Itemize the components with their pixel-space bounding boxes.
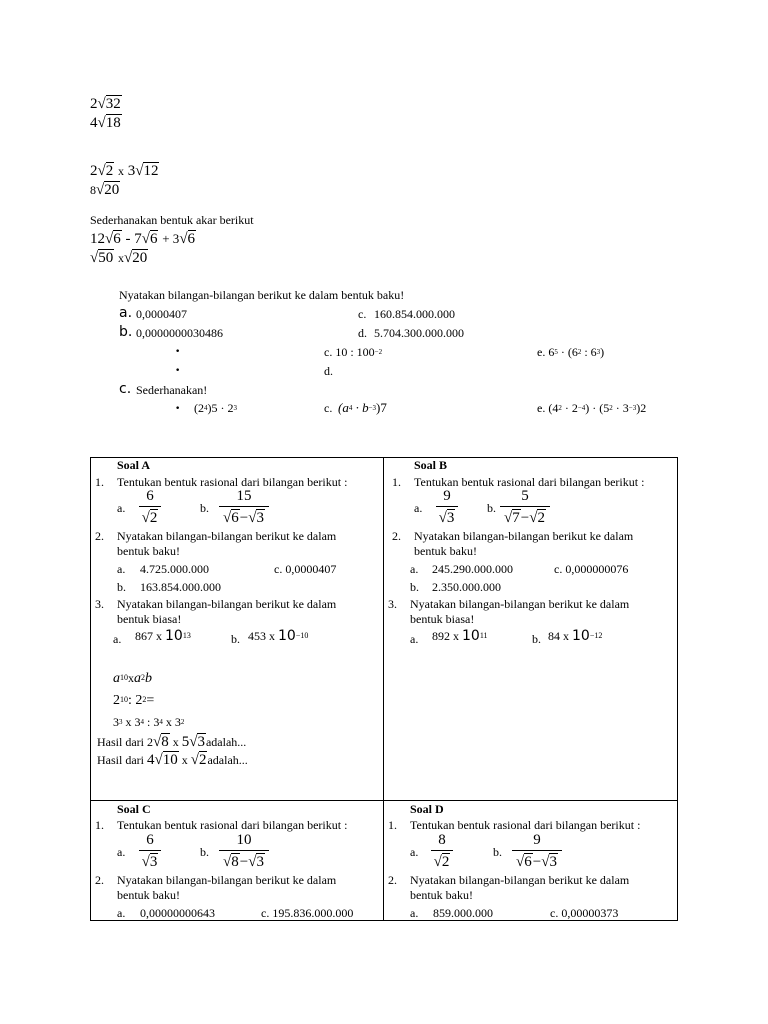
radicand: 6 [113,231,121,247]
numerator: 15 [236,488,252,504]
table-row-divider [90,800,678,801]
soal-a-extra-a10-a2b [113,672,152,686]
denominator [139,853,161,870]
sederhanakan-text: Sederhanakan! [136,383,208,397]
baku-c-value: 160.854.000.000 [374,307,455,321]
radicand: 12 [143,163,159,179]
soal-a-q2-number: 2. [95,529,104,543]
soal-a-q3b-expr [248,629,308,643]
exponent: 13 [182,631,191,640]
soal-c-q2a-label: a. [117,906,126,920]
numerator: 10 [236,832,252,848]
soal-d-q1-text: Tentukan bentuk rasional dari bilangan berikut : [410,818,641,832]
soal-d-q2-line2: bentuk baku! [410,888,473,902]
coef: 8 [90,183,96,197]
exponent: 2 [142,695,147,704]
soal-d-q1-number: 1. [388,818,397,832]
exponent: −3 [368,404,377,412]
operator: + 3 [162,231,180,246]
soal-a-q2b-label: b. [117,580,126,594]
denominator [219,853,269,870]
soal-b-q2-line2: bentuk baku! [414,544,477,558]
coef: 4 [147,752,155,768]
soal-a-q1-number: 1. [95,475,104,489]
root-sign: √ [189,734,198,750]
exponent: 4 [348,404,353,412]
soal-b-q3-number: 3. [388,597,397,611]
fraction-bar [436,506,458,507]
root-sign: √ [154,752,163,768]
exponent: 4 [159,718,163,726]
text: Hasil dari [97,753,144,767]
text: adalah... [205,735,247,749]
soal-a-q3a-label: a. [113,632,122,646]
soal-b-q3-line1: Nyatakan bilangan-bilangan berikut ke dalam [410,597,630,611]
soal-c-fraction-a [139,833,161,870]
base: 10 [165,628,183,644]
numerator: 6 [146,488,154,504]
soal-a-fraction-b [219,489,269,526]
fraction-bar [219,506,269,507]
soal-c-q1a-label: a. [117,845,126,859]
soal-a-q2-line2: bentuk baku! [117,544,180,558]
soal-a-q2-line1: Nyatakan bilangan-bilangan berikut ke dalam [117,529,337,543]
denominator [139,509,161,526]
soal-a-q1a-label: a. [117,501,126,515]
soal-a-hasil-1 [97,733,246,750]
soal-a-hasil-2 [97,751,248,768]
operator: - 7 [125,231,142,247]
denominator [436,509,458,526]
fraction-bar [139,850,161,851]
root-sign: √ [105,231,114,247]
soal-a-q2c-value: c. 0,0000407 [274,562,337,576]
radicand: 2 [149,510,158,526]
radicand: 2 [537,510,545,526]
radicand: 6 [231,510,239,526]
baku-d-label: d. [358,326,367,340]
text: 84 x [548,629,569,643]
soal-c-q1-number: 1. [95,818,104,832]
radicand: 8 [161,734,169,750]
denominator [512,853,562,870]
soal-b-q2b-value: 2.350.000.000 [432,580,501,594]
numerator: 9 [533,832,541,848]
exponent: 2 [141,673,145,682]
row6-c-label: c. [324,401,333,415]
soal-d-q2-number: 2. [388,873,397,887]
radicand: 2 [105,163,114,179]
soal-b-q2a-label: a. [410,562,419,576]
root-sign: √ [141,231,150,247]
numerator: 9 [443,488,451,504]
coef: 2 [90,96,98,112]
soal-a-q2a-label: a. [117,562,126,576]
soal-a-fraction-a [139,489,161,526]
expr-12sqrt6-7sqrt6-3sqrt6 [90,230,196,247]
fraction-bar [512,850,562,851]
denominator [431,853,453,870]
root-sign: √ [153,734,162,750]
soal-b-title: Soal B [414,458,448,472]
soal-b-q2c-value: c. 0,000000076 [554,562,629,576]
baku-row3-c [324,346,382,358]
coef: 2 [90,163,98,179]
root-sign: √ [433,854,442,870]
expr-8-sqrt-20 [90,181,120,198]
instruction-simplify: Sederhanakan bentuk akar berikut [90,213,254,227]
root-sign: √ [541,854,550,870]
base: 3 [113,715,119,729]
root-sign: √ [438,510,447,526]
soal-c-q2a-value: 0,00000000643 [140,906,215,920]
soal-b-q1b-label: b. [487,501,496,515]
fraction-bar [431,850,453,851]
fraction-bar [139,506,161,507]
text: 892 x [432,629,459,643]
exponent: 10 [120,695,128,704]
text: (2 [194,401,204,415]
exponent: −12 [589,631,603,640]
soal-d-q1a-label: a. [410,845,419,859]
baku-a-label: a. [119,305,133,321]
text: ) [600,345,605,359]
root-sign: √ [504,510,513,526]
radicand: 20 [104,182,120,198]
baku-row3-e [537,346,604,358]
soal-a-q1b-label: b. [200,501,209,515]
coef: 3 [127,163,136,179]
radicand: 6 [149,231,158,247]
exponent: 2 [609,404,613,412]
root-sign: √ [248,854,257,870]
minus: − [520,510,530,526]
text: e. 6 [537,345,555,359]
radicand: 8 [231,854,239,870]
text: Hasil dari 2 [97,735,153,749]
soal-b-q2a-value: 245.290.000.000 [432,562,513,576]
exponent: 3 [233,404,237,412]
soal-b-q3-line2: bentuk biasa! [410,612,475,626]
soal-a-q2a-value: 4.725.000.000 [140,562,209,576]
radicand: 18 [105,115,121,131]
soal-d-q1b-label: b. [493,845,502,859]
soal-d-fraction-b [512,833,562,870]
radicand: 10 [162,752,178,768]
coef: 5 [181,734,190,750]
table-col-divider [383,457,384,921]
root-sign: √ [141,854,150,870]
numerator: 5 [521,488,529,504]
root-sign: √ [223,854,232,870]
soal-a-extra-2pow [113,694,154,708]
minus: − [532,854,542,870]
text: )2 [636,401,647,415]
var: a [113,671,120,686]
sederhanakan-label: c. [119,381,132,397]
baku-c-label: c. [358,307,367,321]
root-sign: √ [190,752,199,768]
radicand: 20 [132,250,148,266]
soal-b-fraction-a [436,489,458,526]
soal-b-q1a-label: a. [414,501,423,515]
base: 10 [278,628,296,644]
text: (a [338,400,349,415]
soal-b-q2-line1: Nyatakan bilangan-bilangan berikut ke dalam [414,529,634,543]
soal-a-q3a-expr [135,629,191,643]
radicand: 3 [197,734,205,750]
denominator [219,509,269,526]
numerator: 8 [438,832,446,848]
root-sign: √ [141,510,150,526]
exponent: 10 [120,673,128,682]
radicand: 3 [149,854,158,870]
root-sign: √ [179,231,188,247]
text: · b [352,400,369,415]
text: · 3 [612,401,629,415]
baku-title: Nyatakan bilangan-bilangan berikut ke dalam bentuk baku! [119,288,405,302]
text: : 6 [581,345,597,359]
bullet: • [175,366,181,376]
radicand: 50 [98,250,114,266]
exponent: −3 [628,404,637,412]
minus: − [239,854,249,870]
expr-sqrt50-x-sqrt20 [90,249,148,266]
radicand: 7 [512,510,520,526]
soal-a-q3-line2: bentuk biasa! [117,612,182,626]
soal-b-q3a-label: a. [410,632,419,646]
baku-a-value: 0,0000407 [136,307,187,321]
baku-row4-d: d. [324,364,333,378]
root-sign: √ [90,250,99,266]
baku-d-value: 5.704.300.000.000 [374,326,464,340]
soal-b-q2b-label: b. [410,580,419,594]
soal-table [90,457,678,921]
times: x [117,251,124,265]
exponent: −4 [577,404,586,412]
soal-c-q2c-value: c. 195.836.000.000 [261,906,354,920]
text: )5 · 2 [207,401,234,415]
text: 453 x [248,629,275,643]
soal-a-q1-text: Tentukan bentuk rasional dari bilangan berikut : [117,475,348,489]
text: )7 [376,400,387,415]
soal-b-q3b-expr [548,629,602,643]
root-sign: √ [123,250,133,266]
exponent: 2 [558,404,562,412]
soal-d-q2c-value: c. 0,00000373 [550,906,619,920]
soal-a-q3b-label: b. [231,632,240,646]
exponent: 2 [180,718,185,726]
row6-a-expr [194,402,237,414]
root-sign: √ [223,510,232,526]
text: · (6 [557,345,578,359]
radicand: 3 [256,510,264,526]
numerator: 6 [146,832,154,848]
times: x [117,164,124,178]
row6-c-expr [338,401,387,414]
text: adalah... [207,753,248,767]
soal-d-q2a-label: a. [410,906,419,920]
root-sign: √ [96,182,105,198]
soal-c-title: Soal C [117,802,151,816]
exponent: 4 [140,718,144,726]
radicand: 2 [198,752,207,768]
text: e. (4 [537,401,559,415]
fraction-bar [219,850,269,851]
times: x [181,753,188,767]
bullet: • [175,347,181,357]
coef: 12 [90,231,105,247]
radicand: 3 [549,854,557,870]
soal-b-q3b-label: b. [532,632,541,646]
text: : 3 [144,715,160,729]
baku-b-label: b. [119,324,133,340]
radicand: 6 [524,854,532,870]
expr-2sqrt2-x-3sqrt12 [90,162,159,179]
coef: 4 [90,115,98,131]
expr-2-sqrt-32 [90,95,122,112]
soal-c-q1b-label: b. [200,845,209,859]
text: ) · (5 [585,401,610,415]
soal-a-q2b-value: 163.854.000.000 [140,580,221,594]
fraction-bar [500,506,550,507]
text: x 3 [162,715,181,729]
times: x [128,671,134,685]
soal-d-q2a-value: 859.000.000 [433,906,493,920]
soal-a-extra-3pow [113,716,184,728]
expr-4-sqrt-18 [90,114,122,131]
root-sign: √ [97,115,106,131]
exponent: 11 [479,631,488,640]
text: · 2 [561,401,578,415]
soal-b-fraction-b [500,489,550,526]
exponent: 3 [596,348,601,356]
denominator [500,509,550,526]
soal-c-q2-number: 2. [95,873,104,887]
var: a [134,671,141,686]
base: 10 [572,628,590,644]
root-sign: √ [248,510,257,526]
root-sign: √ [97,96,106,112]
radicand: 32 [105,96,121,112]
soal-c-q2-line2: bentuk baku! [117,888,180,902]
text: : 2 [128,693,143,708]
text: x 3 [122,715,141,729]
soal-c-fraction-b [219,833,269,870]
baku-b-value: 0,0000000030486 [136,326,223,340]
soal-d-title: Soal D [410,802,444,816]
soal-c-q2-line1: Nyatakan bilangan-bilangan berikut ke dalam [117,873,337,887]
root-sign: √ [516,854,525,870]
soal-b-q3a-expr [432,629,488,643]
root-sign: √ [97,163,106,179]
var: b [145,671,152,686]
text: c. 10 : 100 [324,345,375,359]
base: 2 [113,693,120,708]
soal-b-q1-text: Tentukan bentuk rasional dari bilangan berikut : [414,475,645,489]
exponent: 3 [119,718,123,726]
text: 867 x [135,629,162,643]
exponent: −10 [295,631,309,640]
row6-e-expr [537,402,646,414]
root-sign: √ [529,510,538,526]
radicand: 3 [446,510,455,526]
exponent: 4 [204,404,208,412]
soal-c-q1-text: Tentukan bentuk rasional dari bilangan berikut : [117,818,348,832]
times: x [172,735,179,749]
soal-b-q1-number: 1. [392,475,401,489]
soal-b-q2-number: 2. [392,529,401,543]
base: 10 [462,628,480,644]
soal-a-q3-number: 3. [95,597,104,611]
root-sign: √ [135,163,144,179]
text: = [146,693,155,708]
exponent: −2 [374,348,383,356]
radicand: 3 [256,854,264,870]
exponent: 5 [554,348,558,356]
soal-a-q3-line1: Nyatakan bilangan-bilangan berikut ke dalam [117,597,337,611]
minus: − [239,510,249,526]
bullet: • [175,404,181,414]
soal-a-title: Soal A [117,458,151,472]
exponent: 2 [577,348,582,356]
soal-d-fraction-a [431,833,453,870]
soal-d-q2-line1: Nyatakan bilangan-bilangan berikut ke dalam [410,873,630,887]
radicand: 2 [441,854,450,870]
radicand: 6 [187,231,196,247]
